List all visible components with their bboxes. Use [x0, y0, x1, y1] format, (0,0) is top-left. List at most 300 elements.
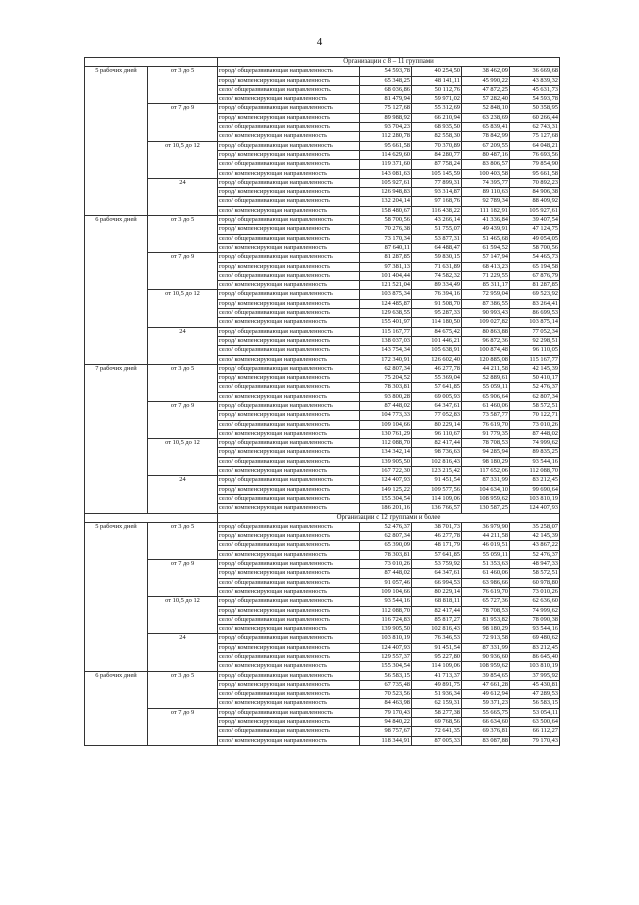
location-focus-cell: город/ компенсирующая направленность: [218, 150, 360, 159]
location-focus-cell: село/ компенсирующая направленность: [218, 467, 360, 476]
value-cell: 63 986,66: [462, 578, 510, 587]
value-cell: 59 971,02: [412, 95, 462, 104]
value-cell: 109 577,56: [412, 485, 462, 494]
value-cell: 51 353,63: [462, 560, 510, 569]
work-week-cell: 6 рабочих дней: [85, 671, 148, 745]
value-cell: 105 927,61: [360, 178, 412, 187]
value-cell: 87 448,02: [360, 401, 412, 410]
value-cell: 64 048,21: [510, 141, 560, 150]
location-focus-cell: город/ общеразвивающая направленность: [218, 560, 360, 569]
location-focus-cell: село/ общеразвивающая направленность: [218, 346, 360, 355]
value-cell: 123 215,42: [412, 467, 462, 476]
value-cell: 149 125,22: [360, 485, 412, 494]
value-cell: 68 413,23: [462, 262, 510, 271]
value-cell: 76 346,53: [412, 634, 462, 643]
value-cell: 70 122,71: [510, 411, 560, 420]
value-cell: 65 390,09: [360, 541, 412, 550]
value-cell: 50 112,76: [412, 85, 462, 94]
value-cell: 65 727,36: [462, 597, 510, 606]
table-row: [85, 104, 560, 113]
value-cell: 50 410,17: [510, 374, 560, 383]
value-cell: 81 953,82: [462, 615, 510, 624]
value-cell: 73 010,26: [510, 587, 560, 596]
location-focus-cell: город/ компенсирующая направленность: [218, 374, 360, 383]
location-focus-cell: село/ общеразвивающая направленность: [218, 578, 360, 587]
group-hours-cell: 24: [148, 327, 218, 364]
location-focus-cell: город/ общеразвивающая направленность: [218, 290, 360, 299]
value-cell: 54 593,78: [510, 95, 560, 104]
value-cell: 112 088,70: [510, 467, 560, 476]
value-cell: 72 641,35: [412, 727, 462, 736]
value-cell: 87 448,02: [510, 429, 560, 438]
location-focus-cell: город/ компенсирующая направленность: [218, 336, 360, 345]
location-focus-cell: село/ компенсирующая направленность: [218, 206, 360, 215]
location-focus-cell: город/ компенсирующая направленность: [218, 299, 360, 308]
value-cell: 186 201,16: [360, 504, 412, 513]
location-focus-cell: село/ общеразвивающая направленность: [218, 420, 360, 429]
value-cell: 87 331,99: [462, 476, 510, 485]
value-cell: 61 594,52: [462, 243, 510, 252]
value-cell: 94 285,94: [462, 448, 510, 457]
table-row: [85, 597, 560, 606]
value-cell: 97 168,76: [412, 197, 462, 206]
value-cell: 37 995,92: [510, 671, 560, 680]
section-header-row: [85, 58, 560, 67]
value-cell: 101 404,44: [360, 271, 412, 280]
value-cell: 61 460,06: [462, 569, 510, 578]
location-focus-cell: село/ общеразвивающая направленность: [218, 383, 360, 392]
value-cell: 69 523,92: [510, 290, 560, 299]
value-cell: 60 266,44: [510, 113, 560, 122]
value-cell: 132 204,14: [360, 197, 412, 206]
work-week-cell: 6 рабочих дней: [85, 216, 148, 365]
value-cell: 99 690,64: [510, 485, 560, 494]
location-focus-cell: город/ общеразвивающая направленность: [218, 597, 360, 606]
value-cell: 96 110,05: [510, 346, 560, 355]
value-cell: 74 395,77: [462, 178, 510, 187]
value-cell: 103 875,34: [360, 290, 412, 299]
location-focus-cell: город/ компенсирующая направленность: [218, 606, 360, 615]
value-cell: 80 229,14: [412, 420, 462, 429]
value-cell: 40 254,50: [412, 67, 462, 76]
value-cell: 45 990,22: [462, 76, 510, 85]
group-hours-cell: от 7 до 9: [148, 401, 218, 438]
group-hours-cell: от 10,5 до 12: [148, 439, 218, 476]
value-cell: 58 572,51: [510, 569, 560, 578]
value-cell: 108 959,62: [462, 494, 510, 503]
table-row: [85, 476, 560, 485]
group-hours-cell: от 3 до 5: [148, 671, 218, 708]
value-cell: 73 010,26: [360, 560, 412, 569]
value-cell: 71 229,55: [462, 271, 510, 280]
value-cell: 62 807,34: [360, 532, 412, 541]
location-focus-cell: село/ компенсирующая направленность: [218, 736, 360, 745]
value-cell: 91 451,54: [412, 476, 462, 485]
section-header-row: [85, 513, 560, 522]
group-hours-cell: от 7 до 9: [148, 104, 218, 141]
value-cell: 53 054,11: [510, 708, 560, 717]
location-focus-cell: село/ компенсирующая направленность: [218, 429, 360, 438]
table-row: [85, 401, 560, 410]
location-focus-cell: село/ общеразвивающая направленность: [218, 234, 360, 243]
value-cell: 82 417,44: [412, 606, 462, 615]
value-cell: 87 331,99: [462, 643, 510, 652]
value-cell: 42 145,39: [510, 532, 560, 541]
table-row: [85, 327, 560, 336]
value-cell: 93 704,23: [360, 123, 412, 132]
location-focus-cell: город/ общеразвивающая направленность: [218, 327, 360, 336]
work-week-cell: 5 рабочих дней: [85, 67, 148, 216]
value-cell: 126 602,40: [412, 355, 462, 364]
work-week-cell: 5 рабочих дней: [85, 522, 148, 671]
value-cell: 89 988,92: [360, 113, 412, 122]
value-cell: 73 170,34: [360, 234, 412, 243]
value-cell: 68 935,50: [412, 123, 462, 132]
value-cell: 89 334,49: [412, 281, 462, 290]
value-cell: 39 407,54: [510, 216, 560, 225]
location-focus-cell: село/ общеразвивающая направленность: [218, 457, 360, 466]
value-cell: 70 370,89: [412, 141, 462, 150]
value-cell: 60 978,80: [510, 578, 560, 587]
value-cell: 52 476,37: [510, 550, 560, 559]
table-row: [85, 439, 560, 448]
value-cell: 82 558,30: [412, 132, 462, 141]
group-hours-cell: от 3 до 5: [148, 67, 218, 104]
group-hours-cell: от 3 до 5: [148, 216, 218, 253]
location-focus-cell: город/ общеразвивающая направленность: [218, 141, 360, 150]
value-cell: 58 572,51: [510, 401, 560, 410]
value-cell: 124 485,87: [360, 299, 412, 308]
table-row: [85, 67, 560, 76]
table-row: [85, 141, 560, 150]
value-cell: 105 927,61: [510, 206, 560, 215]
value-cell: 134 342,14: [360, 448, 412, 457]
value-cell: 112 088,70: [360, 439, 412, 448]
location-focus-cell: город/ компенсирующая направленность: [218, 188, 360, 197]
value-cell: 51 465,68: [462, 234, 510, 243]
value-cell: 78 303,81: [360, 550, 412, 559]
value-cell: 91 451,54: [412, 643, 462, 652]
value-cell: 76 693,56: [510, 150, 560, 159]
value-cell: 69 376,81: [462, 727, 510, 736]
value-cell: 81 287,85: [510, 281, 560, 290]
value-cell: 59 830,15: [412, 253, 462, 262]
value-cell: 77 052,34: [510, 327, 560, 336]
location-focus-cell: село/ общеразвивающая направленность: [218, 197, 360, 206]
value-cell: 79 170,43: [510, 736, 560, 745]
value-cell: 63 238,69: [462, 113, 510, 122]
location-focus-cell: город/ общеразвивающая направленность: [218, 476, 360, 485]
value-cell: 115 167,77: [510, 355, 560, 364]
value-cell: 90 936,60: [462, 653, 510, 662]
value-cell: 90 993,43: [462, 309, 510, 318]
group-hours-cell: 24: [148, 476, 218, 513]
location-focus-cell: село/ общеразвивающая направленность: [218, 271, 360, 280]
location-focus-cell: село/ компенсирующая направленность: [218, 281, 360, 290]
value-cell: 102 816,43: [412, 457, 462, 466]
value-cell: 66 112,27: [510, 727, 560, 736]
value-cell: 64 488,47: [412, 243, 462, 252]
value-cell: 52 476,37: [510, 383, 560, 392]
value-cell: 74 999,62: [510, 439, 560, 448]
value-cell: 46 277,78: [412, 364, 462, 373]
location-focus-cell: город/ общеразвивающая направленность: [218, 522, 360, 531]
location-focus-cell: город/ компенсирующая направленность: [218, 718, 360, 727]
value-cell: 96 110,67: [412, 429, 462, 438]
location-focus-cell: город/ компенсирующая направленность: [218, 643, 360, 652]
location-focus-cell: город/ компенсирующая направленность: [218, 532, 360, 541]
value-cell: 52 476,37: [360, 522, 412, 531]
value-cell: 80 487,16: [462, 150, 510, 159]
value-cell: 70 892,23: [510, 178, 560, 187]
value-cell: 36 669,68: [510, 67, 560, 76]
value-cell: 47 124,75: [510, 225, 560, 234]
value-cell: 78 842,99: [462, 132, 510, 141]
value-cell: 42 145,39: [510, 364, 560, 373]
value-cell: 78 708,53: [462, 439, 510, 448]
value-cell: 89 110,63: [462, 188, 510, 197]
value-cell: 93 800,28: [360, 392, 412, 401]
location-focus-cell: город/ общеразвивающая направленность: [218, 364, 360, 373]
table-row: [85, 216, 560, 225]
value-cell: 48 141,11: [412, 76, 462, 85]
value-cell: 78 303,81: [360, 383, 412, 392]
value-cell: 69 005,93: [412, 392, 462, 401]
value-cell: 43 266,14: [412, 216, 462, 225]
value-cell: 49 054,05: [510, 234, 560, 243]
value-cell: 56 583,15: [360, 671, 412, 680]
location-focus-cell: город/ общеразвивающая направленность: [218, 671, 360, 680]
value-cell: 116 724,83: [360, 615, 412, 624]
value-cell: 55 369,04: [412, 374, 462, 383]
value-cell: 130 761,29: [360, 429, 412, 438]
value-cell: 76 394,16: [412, 290, 462, 299]
value-cell: 92 298,51: [510, 336, 560, 345]
table-row: [85, 671, 560, 680]
value-cell: 62 743,31: [510, 123, 560, 132]
value-cell: 95 227,80: [412, 653, 462, 662]
value-cell: 85 817,27: [412, 615, 462, 624]
value-cell: 63 500,64: [510, 718, 560, 727]
location-focus-cell: село/ компенсирующая направленность: [218, 318, 360, 327]
value-cell: 35 258,07: [510, 522, 560, 531]
value-cell: 102 816,43: [412, 625, 462, 634]
location-focus-cell: село/ общеразвивающая направленность: [218, 309, 360, 318]
value-cell: 36 979,90: [462, 522, 510, 531]
value-cell: 83 264,41: [510, 299, 560, 308]
value-cell: 65 906,64: [462, 392, 510, 401]
value-cell: 43 867,22: [510, 541, 560, 550]
value-cell: 57 282,40: [462, 95, 510, 104]
value-cell: 41 713,37: [412, 671, 462, 680]
value-cell: 93 544,16: [510, 625, 560, 634]
value-cell: 85 311,17: [462, 281, 510, 290]
value-cell: 108 959,62: [462, 662, 510, 671]
value-cell: 57 641,85: [412, 383, 462, 392]
value-cell: 73 587,77: [462, 411, 510, 420]
page-number: 4: [316, 36, 323, 48]
value-cell: 65 194,58: [510, 262, 560, 271]
value-cell: 70 276,38: [360, 225, 412, 234]
value-cell: 79 854,90: [510, 160, 560, 169]
value-cell: 143 081,63: [360, 169, 412, 178]
value-cell: 114 109,06: [412, 662, 462, 671]
location-focus-cell: село/ общеразвивающая направленность: [218, 653, 360, 662]
value-cell: 101 446,21: [412, 336, 462, 345]
value-cell: 87 640,11: [360, 243, 412, 252]
value-cell: 103 810,19: [360, 634, 412, 643]
value-cell: 80 229,14: [412, 587, 462, 596]
table-row: [85, 522, 560, 531]
value-cell: 129 557,37: [360, 653, 412, 662]
value-cell: 72 959,04: [462, 290, 510, 299]
value-cell: 82 417,44: [412, 439, 462, 448]
location-focus-cell: город/ общеразвивающая направленность: [218, 401, 360, 410]
section-spacer: [85, 513, 218, 522]
value-cell: 50 358,95: [510, 104, 560, 113]
location-focus-cell: город/ общеразвивающая направленность: [218, 634, 360, 643]
location-focus-cell: город/ компенсирующая направленность: [218, 680, 360, 689]
value-cell: 46 019,51: [462, 541, 510, 550]
value-cell: 41 336,84: [462, 216, 510, 225]
value-cell: 45 631,73: [510, 85, 560, 94]
value-cell: 89 835,25: [510, 448, 560, 457]
value-cell: 58 700,56: [360, 216, 412, 225]
location-focus-cell: город/ общеразвивающая направленность: [218, 104, 360, 113]
value-cell: 64 347,61: [412, 569, 462, 578]
value-cell: 172 340,91: [360, 355, 412, 364]
value-cell: 67 876,79: [510, 271, 560, 280]
value-cell: 92 789,34: [462, 197, 510, 206]
value-cell: 56 583,15: [510, 699, 560, 708]
value-cell: 68 818,11: [412, 597, 462, 606]
group-hours-cell: от 10,5 до 12: [148, 290, 218, 327]
location-focus-cell: село/ общеразвивающая направленность.: [218, 85, 360, 94]
value-cell: 47 289,53: [510, 690, 560, 699]
value-cell: 112 280,78: [360, 132, 412, 141]
location-focus-cell: город/ компенсирующая направленность: [218, 113, 360, 122]
value-cell: 69 480,62: [510, 634, 560, 643]
value-cell: 73 010,26: [510, 420, 560, 429]
value-cell: 52 848,10: [462, 104, 510, 113]
value-cell: 124 407,93: [360, 643, 412, 652]
value-cell: 103 875,14: [510, 318, 560, 327]
location-focus-cell: город/ компенсирующая направленность: [218, 225, 360, 234]
value-cell: 87 386,55: [462, 299, 510, 308]
value-cell: 109 104,66: [360, 420, 412, 429]
value-cell: 83 806,57: [462, 160, 510, 169]
value-cell: 91 779,35: [462, 429, 510, 438]
group-hours-cell: от 7 до 9: [148, 560, 218, 597]
section-title: Организации с 12 группами и более: [218, 513, 560, 522]
value-cell: 114 180,50: [412, 318, 462, 327]
value-cell: 84 463,98: [360, 699, 412, 708]
value-cell: 87 448,02: [360, 569, 412, 578]
group-hours-cell: от 10,5 до 12: [148, 141, 218, 178]
value-cell: 98 757,67: [360, 727, 412, 736]
section-title: Организации с 8 – 11 группами: [218, 58, 560, 67]
value-cell: 115 167,77: [360, 327, 412, 336]
table-row: [85, 290, 560, 299]
value-cell: 136 766,57: [412, 504, 462, 513]
location-focus-cell: город/ компенсирующая направленность: [218, 448, 360, 457]
location-focus-cell: город/ общеразвивающая направленность: [218, 216, 360, 225]
location-focus-cell: село/ компенсирующая направленность: [218, 95, 360, 104]
value-cell: 116 438,22: [412, 206, 462, 215]
location-focus-cell: город/ компенсирующая направленность: [218, 262, 360, 271]
value-cell: 66 994,53: [412, 578, 462, 587]
location-focus-cell: село/ компенсирующая направленность: [218, 699, 360, 708]
value-cell: 62 636,60: [510, 597, 560, 606]
value-cell: 53 877,31: [412, 234, 462, 243]
value-cell: 126 948,83: [360, 188, 412, 197]
value-cell: 65 839,41: [462, 123, 510, 132]
value-cell: 55 665,75: [462, 708, 510, 717]
value-cell: 139 905,50: [360, 625, 412, 634]
group-hours-cell: 24: [148, 634, 218, 671]
value-cell: 139 905,50: [360, 457, 412, 466]
value-cell: 49 439,91: [462, 225, 510, 234]
location-focus-cell: город/ общеразвивающая направленность: [218, 67, 360, 76]
location-focus-cell: город/ компенсирующая направленность: [218, 485, 360, 494]
value-cell: 155 304,54: [360, 662, 412, 671]
value-cell: 47 872,25: [462, 85, 510, 94]
value-cell: 98 180,29: [462, 625, 510, 634]
value-cell: 109 027,82: [462, 318, 510, 327]
value-cell: 39 854,65: [462, 671, 510, 680]
value-cell: 69 768,56: [412, 718, 462, 727]
value-cell: 67 735,48: [360, 680, 412, 689]
value-cell: 93 314,87: [412, 188, 462, 197]
table-row: [85, 708, 560, 717]
group-hours-cell: от 7 до 9: [148, 253, 218, 290]
location-focus-cell: село/ общеразвивающая направленность: [218, 494, 360, 503]
value-cell: 87 758,24: [412, 160, 462, 169]
value-cell: 120 885,08: [462, 355, 510, 364]
group-hours-cell: от 3 до 5: [148, 522, 218, 559]
location-focus-cell: село/ общеразвивающая направленность: [218, 615, 360, 624]
value-cell: 66 634,60: [462, 718, 510, 727]
value-cell: 83 212,45: [510, 643, 560, 652]
value-cell: 70 523,56: [360, 690, 412, 699]
value-cell: 84 675,42: [412, 327, 462, 336]
location-focus-cell: село/ компенсирующая направленность: [218, 504, 360, 513]
value-cell: 54 593,78: [360, 67, 412, 76]
value-cell: 143 754,34: [360, 346, 412, 355]
location-focus-cell: село/ компенсирующая направленность: [218, 662, 360, 671]
value-cell: 49 891,75: [412, 680, 462, 689]
location-focus-cell: город/ компенсирующая направленность: [218, 411, 360, 420]
location-focus-cell: село/ общеразвивающая направленность: [218, 541, 360, 550]
value-cell: 121 521,04: [360, 281, 412, 290]
value-cell: 52 889,61: [462, 374, 510, 383]
value-cell: 167 722,30: [360, 467, 412, 476]
value-cell: 84 280,77: [412, 150, 462, 159]
value-cell: 138 037,03: [360, 336, 412, 345]
value-cell: 55 059,11: [462, 550, 510, 559]
table-row: [85, 364, 560, 373]
location-focus-cell: город/ общеразвивающая направленность: [218, 708, 360, 717]
value-cell: 124 407,93: [360, 476, 412, 485]
value-cell: 104 773,33: [360, 411, 412, 420]
value-cell: 95 661,58: [360, 141, 412, 150]
value-cell: 75 127,68: [360, 104, 412, 113]
value-cell: 64 347,61: [412, 401, 462, 410]
value-cell: 112 088,70: [360, 606, 412, 615]
value-cell: 76 619,70: [462, 587, 510, 596]
value-cell: 78 708,53: [462, 606, 510, 615]
value-cell: 48 171,79: [412, 541, 462, 550]
